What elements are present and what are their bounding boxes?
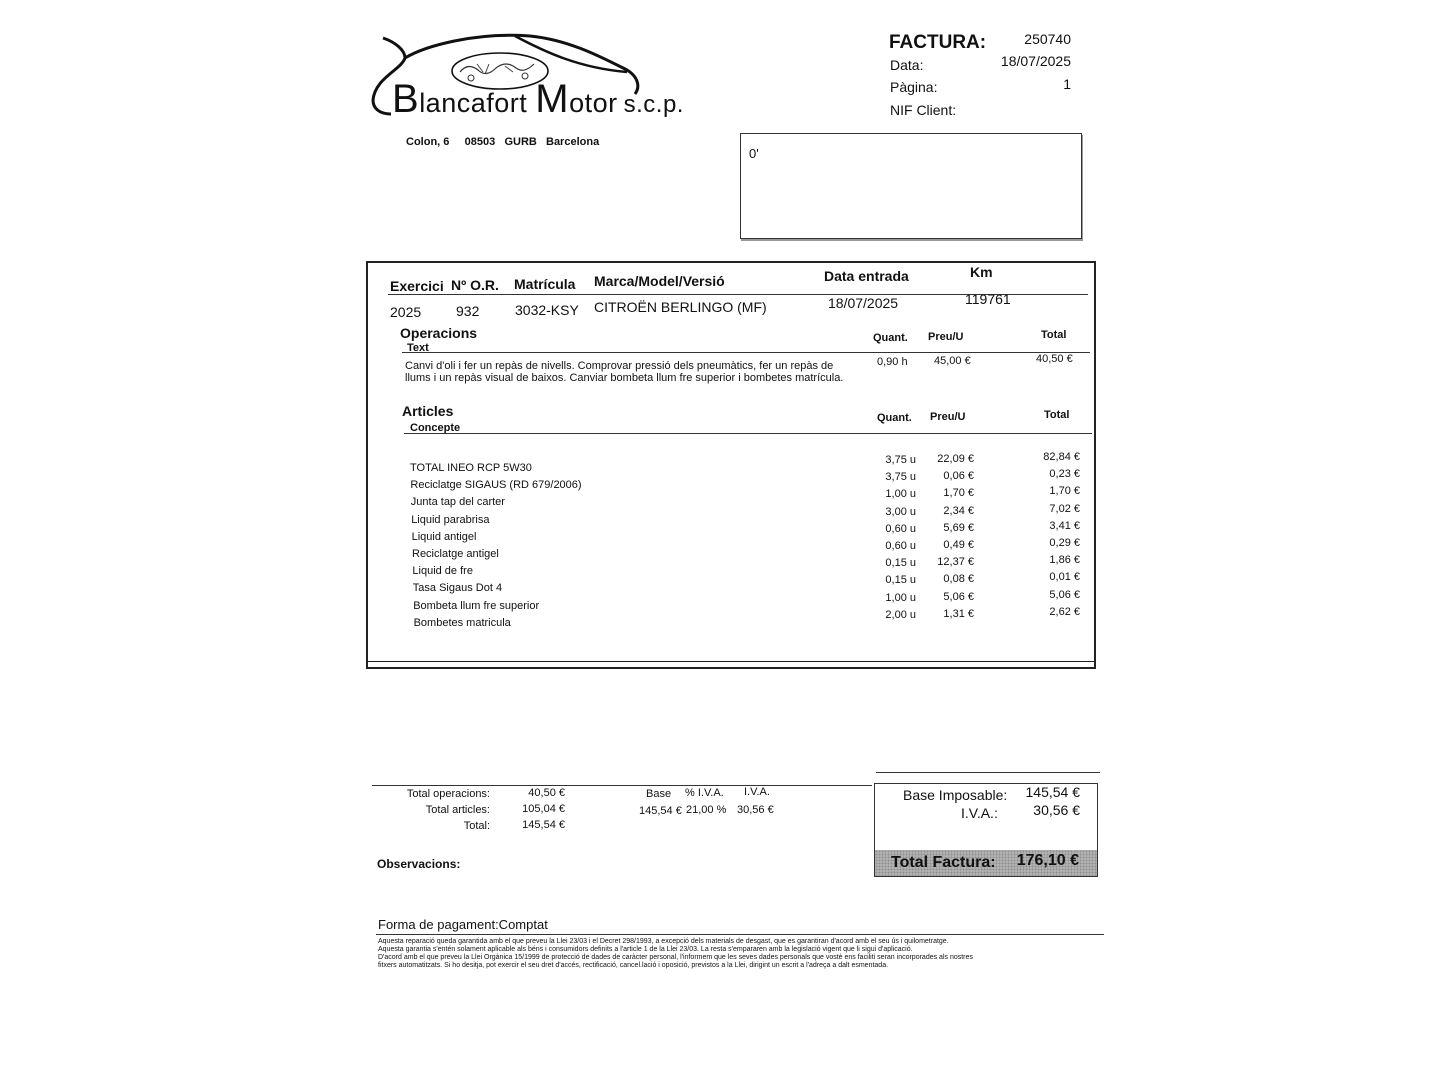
article-concept: Bombetes matricula	[413, 616, 511, 629]
vehicle-header-entry-date: Data entrada	[824, 268, 909, 284]
article-qty: 0,60 u	[885, 522, 916, 535]
vat-box: 30,56 €	[1033, 802, 1080, 818]
vat-amount: 30,56 €	[737, 804, 774, 816]
total-articles: 105,04 €	[522, 803, 565, 815]
article-concept: Reciclatge antigel	[412, 548, 499, 560]
observations-label: Observacions:	[377, 857, 461, 871]
invoice-totals-box	[874, 783, 1098, 877]
vat-pct-label: % I.V.A.	[685, 787, 724, 799]
operations-qty-label: Quant.	[873, 332, 908, 344]
operation-qty: 0,90 h	[877, 356, 908, 368]
operations-divider	[402, 352, 1090, 353]
article-price: 1,31 €	[943, 607, 974, 620]
article-total: 82,84 €	[1043, 451, 1080, 463]
footer-divider	[376, 934, 1104, 935]
vehicle-year: 2025	[390, 304, 422, 320]
total-label: Total:	[463, 820, 490, 832]
operations-title: Operacions	[400, 325, 478, 341]
operation-description: Canvi d'oli i fer un repàs de nivells. Comprovar pressió dels pneumàtics, fer un repàs de llums i un repàs visual de baixos. Canviar bombeta llum fre superior i bombetes matrícula.	[405, 360, 844, 384]
vehicle-header-model: Marca/Model/Versió	[594, 273, 725, 289]
total-articles-label: Total articles:	[425, 804, 490, 816]
article-total: 0,29 €	[1049, 537, 1080, 549]
article-total: 7,02 €	[1049, 502, 1080, 515]
articles-concept-label: Concepte	[410, 422, 461, 434]
article-concept: Liquid parabrisa	[411, 513, 490, 526]
vat-base-label: Base	[646, 788, 672, 800]
articles-price-label: Preu/U	[930, 411, 966, 423]
article-price: 0,49 €	[943, 539, 974, 551]
vehicle-header-plate: Matrícula	[514, 276, 576, 292]
company-address: Colon, 6 08503 GURB Barcelona	[406, 136, 600, 148]
article-concept: Liquid antigel	[411, 530, 477, 543]
legal-notice	[378, 938, 1098, 970]
article-total: 1,86 €	[1049, 554, 1080, 567]
article-qty: 3,75 u	[885, 454, 916, 466]
company-name: Blancafort Motor s.c.p.	[392, 77, 684, 121]
totals-divider-left	[372, 785, 872, 786]
invoice-page-label: Pàgina:	[890, 79, 938, 95]
article-total: 5,06 €	[1049, 588, 1080, 601]
legal-line-4: fitxers automatitzats. Si ho desitja, pot exercir el seu dret d'accés, rectificació, cancel.lació i oposició, previstos a la Llei, dirigint un escrit a l'adreça a dalt esmentada.	[378, 962, 889, 969]
vehicle-header-order: Nº O.R.	[451, 277, 499, 293]
grand-total-bar	[875, 850, 1097, 876]
taxable-base-label: Base Imposable:	[903, 787, 1008, 803]
vat-label: I.V.A.	[744, 786, 770, 798]
grand-total-label: Total Factura:	[891, 854, 996, 871]
total-operations: 40,50 €	[528, 787, 565, 799]
grand-total: 176,10 €	[1016, 852, 1079, 869]
article-price: 12,37 €	[937, 556, 974, 569]
total-operations-label: Total operacions:	[406, 788, 490, 800]
vehicle-header-km: Km	[970, 264, 993, 280]
vehicle-plate: 3032-KSY	[515, 302, 579, 318]
nif-client-label: NIF Client:	[890, 102, 957, 118]
invoice-title: FACTURA:	[889, 32, 987, 53]
article-qty: 3,00 u	[885, 505, 916, 518]
article-price: 5,69 €	[943, 521, 974, 534]
article-concept: Tasa Sigaus Dot 4	[412, 582, 503, 595]
operations-text-label: Text	[407, 342, 429, 354]
article-total: 2,62 €	[1049, 605, 1080, 618]
articles-qty-label: Quant.	[877, 412, 912, 424]
legal-line-1: Aquesta reparació queda garantida amb el que preveu la Llei 23/03 i el Decret 298/1993, a excepció dels materials de desgast, que es garantiran d'acord amb el seu ús i quilometratge.	[378, 938, 949, 945]
invoice-date-label: Data:	[890, 57, 924, 73]
vehicle-km: 119761	[965, 291, 1011, 307]
articles-total-label: Total	[1044, 409, 1070, 421]
operation-total: 40,50 €	[1036, 353, 1073, 365]
article-concept: Bombeta llum fre superior	[413, 599, 540, 612]
article-qty: 1,00 u	[885, 591, 916, 604]
article-price: 22,09 €	[937, 453, 974, 465]
vehicle-header-year: Exercici	[390, 278, 444, 294]
article-concept: TOTAL INEO RCP 5W30	[410, 462, 532, 474]
article-concept: Reciclatge SIGAUS (RD 679/2006)	[410, 479, 582, 492]
articles-divider	[404, 433, 1092, 434]
vat-box-label: I.V.A.:	[961, 805, 998, 821]
taxable-base: 145,54 €	[1025, 784, 1080, 800]
article-qty: 0,15 u	[885, 557, 916, 570]
vat-base: 145,54 €	[639, 805, 682, 817]
article-price: 0,06 €	[943, 470, 974, 483]
vehicle-order: 932	[456, 303, 480, 319]
article-qty: 0,15 u	[885, 574, 916, 587]
totals-divider-right	[876, 772, 1100, 773]
article-price: 1,70 €	[943, 487, 974, 500]
legal-line-3: D'acord amb el que preveu la Llei Orgànica 15/1999 de protecció de dades de caràcter personal, l'informem que les seves dades personals que vostè ens faciliti seran incorporades als nostres	[378, 954, 973, 961]
total-value: 145,54 €	[522, 819, 565, 831]
payment-method: Forma de pagament:Comptat	[378, 917, 548, 932]
operation-price: 45,00 €	[934, 355, 971, 367]
article-qty: 0,60 u	[885, 540, 916, 552]
article-total: 0,23 €	[1049, 468, 1080, 481]
operations-total-label: Total	[1041, 329, 1067, 341]
articles-title: Articles	[402, 403, 454, 419]
article-concept: Junta tap del carter	[410, 496, 505, 509]
article-concept: Liquid de fre	[412, 565, 473, 578]
vehicle-entry-date: 18/07/2025	[828, 295, 899, 311]
vehicle-model: CITROËN BERLINGO (MF)	[594, 299, 767, 315]
operations-price-label: Preu/U	[928, 331, 964, 343]
article-total: 1,70 €	[1049, 485, 1080, 498]
article-qty: 1,00 u	[885, 488, 916, 501]
client-line: 0'	[749, 146, 759, 161]
legal-line-2: Aquesta garantia s'entén solament aplicable als béns i consumidors definits a l'article 1 de la Llei 23/03. La resta s'empararen amb la legislació vigent que li sigui d'aplicació.	[378, 946, 913, 953]
article-total: 3,41 €	[1049, 519, 1080, 532]
client-address-box	[740, 133, 1082, 239]
article-total: 0,01 €	[1049, 571, 1080, 584]
invoice-page: 1	[1063, 76, 1071, 92]
article-qty: 2,00 u	[885, 608, 916, 621]
invoice-date: 18/07/2025	[1000, 53, 1071, 69]
article-qty: 3,75 u	[885, 471, 916, 484]
article-price: 2,34 €	[943, 504, 974, 517]
article-price: 0,08 €	[943, 573, 974, 586]
invoice-number: 250740	[1024, 31, 1071, 47]
article-price: 5,06 €	[943, 590, 974, 603]
vat-pct: 21,00 %	[686, 804, 727, 816]
